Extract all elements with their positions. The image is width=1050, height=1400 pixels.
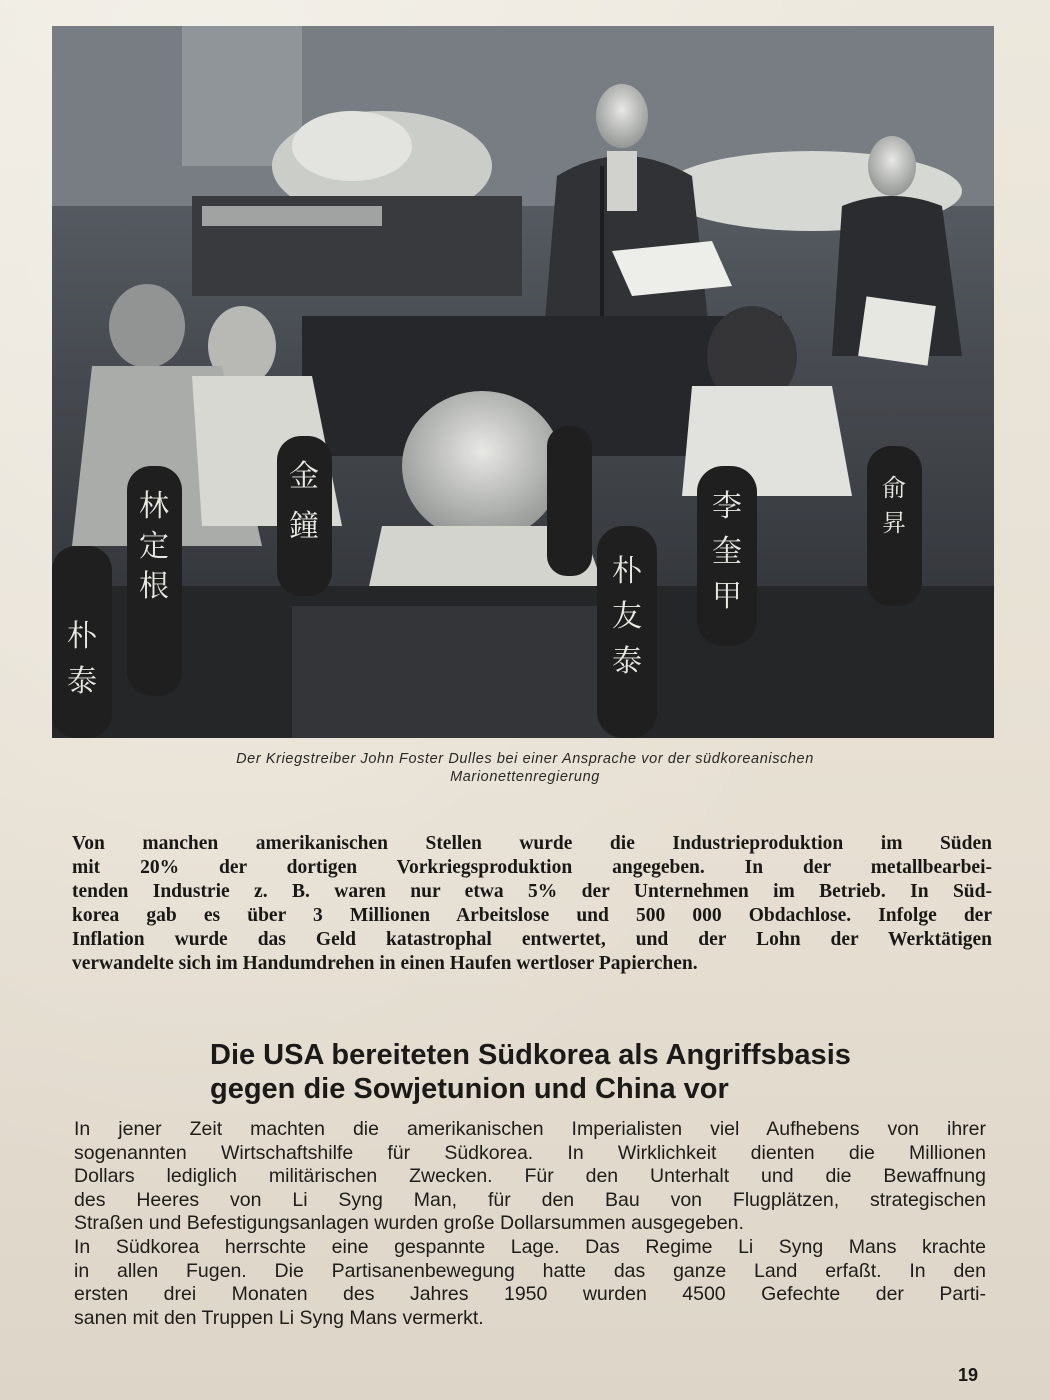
paragraph-line: sanen mit den Truppen Li Syng Mans vermerkt. bbox=[74, 1306, 484, 1329]
svg-text:李: 李 bbox=[712, 489, 742, 524]
svg-text:泰: 泰 bbox=[612, 644, 642, 679]
svg-text:根: 根 bbox=[139, 569, 169, 604]
paragraph-line: korea gab es über 3 Millionen Arbeitslose und 500 000 Obdachlose. Infolge der bbox=[72, 905, 992, 926]
svg-text:友: 友 bbox=[612, 599, 642, 634]
svg-text:朴: 朴 bbox=[612, 554, 642, 589]
svg-text:甲: 甲 bbox=[712, 579, 742, 614]
body-paragraph bbox=[74, 1118, 986, 1330]
section-heading bbox=[210, 1038, 990, 1106]
paragraph-line: Von manchen amerikanischen Stellen wurde die Industrieproduktion im Süden bbox=[72, 833, 992, 854]
bold-paragraph bbox=[72, 832, 992, 976]
paragraph-line: verwandelte sich im Handumdrehen in einen Haufen wertloser Papierchen. bbox=[72, 953, 698, 974]
paragraph-line: Inflation wurde das Geld katastrophal entwertet, und der Lohn der Werktätigen bbox=[72, 929, 992, 950]
paragraph-line: in allen Fugen. Die Partisanenbewegung hatte das ganze Land erfaßt. In den bbox=[74, 1259, 986, 1282]
heading-line: gegen die Sowjetunion und China vor bbox=[210, 1073, 729, 1105]
svg-text:泰: 泰 bbox=[67, 664, 97, 699]
photo-caption bbox=[80, 750, 970, 786]
svg-text:金: 金 bbox=[289, 459, 319, 494]
svg-text:鐘: 鐘 bbox=[289, 509, 319, 544]
photograph bbox=[52, 26, 994, 738]
paragraph-line: Straßen und Befestigungsanlagen wurden große Dollarsummen ausgegeben. bbox=[74, 1212, 744, 1235]
svg-text:朴: 朴 bbox=[67, 619, 97, 654]
name-sign-text: 林 bbox=[139, 489, 169, 524]
paragraph-line: mit 20% der dortigen Vorkriegsproduktion angegeben. In der metallbearbei- bbox=[72, 857, 992, 878]
paragraph-line: ersten drei Monaten des Jahres 1950 wurden 4500 Gefechte der Parti- bbox=[74, 1283, 986, 1306]
page-number: 19 bbox=[957, 1365, 978, 1385]
photograph-icon bbox=[52, 26, 994, 738]
svg-text:奎: 奎 bbox=[712, 534, 742, 569]
paragraph-line: tenden Industrie z. B. waren nur etwa 5% der Unternehmen im Betrieb. In Süd- bbox=[72, 881, 992, 902]
paragraph-line: In Südkorea herrschte eine gespannte Lage. Das Regime Li Syng Mans krachte bbox=[74, 1235, 986, 1258]
paragraph-line: des Heeres von Li Syng Man, für den Bau von Flugplätzen, strategischen bbox=[74, 1188, 986, 1211]
paragraph-line: Dollars lediglich militärischen Zwecken. Für den Unterhalt und die Bewaffnung bbox=[74, 1165, 986, 1188]
svg-text:俞: 俞 bbox=[882, 474, 906, 502]
caption-line: Der Kriegstreiber John Foster Dulles bei einer Ansprache vor der südkoreanischen bbox=[236, 751, 814, 767]
heading-line: Die USA bereiteten Südkorea als Angriffsbasis bbox=[210, 1039, 851, 1071]
caption-line: Marionettenregierung bbox=[450, 769, 600, 785]
svg-text:定: 定 bbox=[139, 529, 169, 564]
svg-text:昇: 昇 bbox=[882, 509, 906, 537]
paragraph-line: In jener Zeit machten die amerikanischen Imperialisten viel Aufhebens von ihrer bbox=[74, 1118, 986, 1140]
paragraph-line: sogenannten Wirtschaftshilfe für Südkorea. In Wirklichkeit dienten die Millionen bbox=[74, 1141, 986, 1164]
